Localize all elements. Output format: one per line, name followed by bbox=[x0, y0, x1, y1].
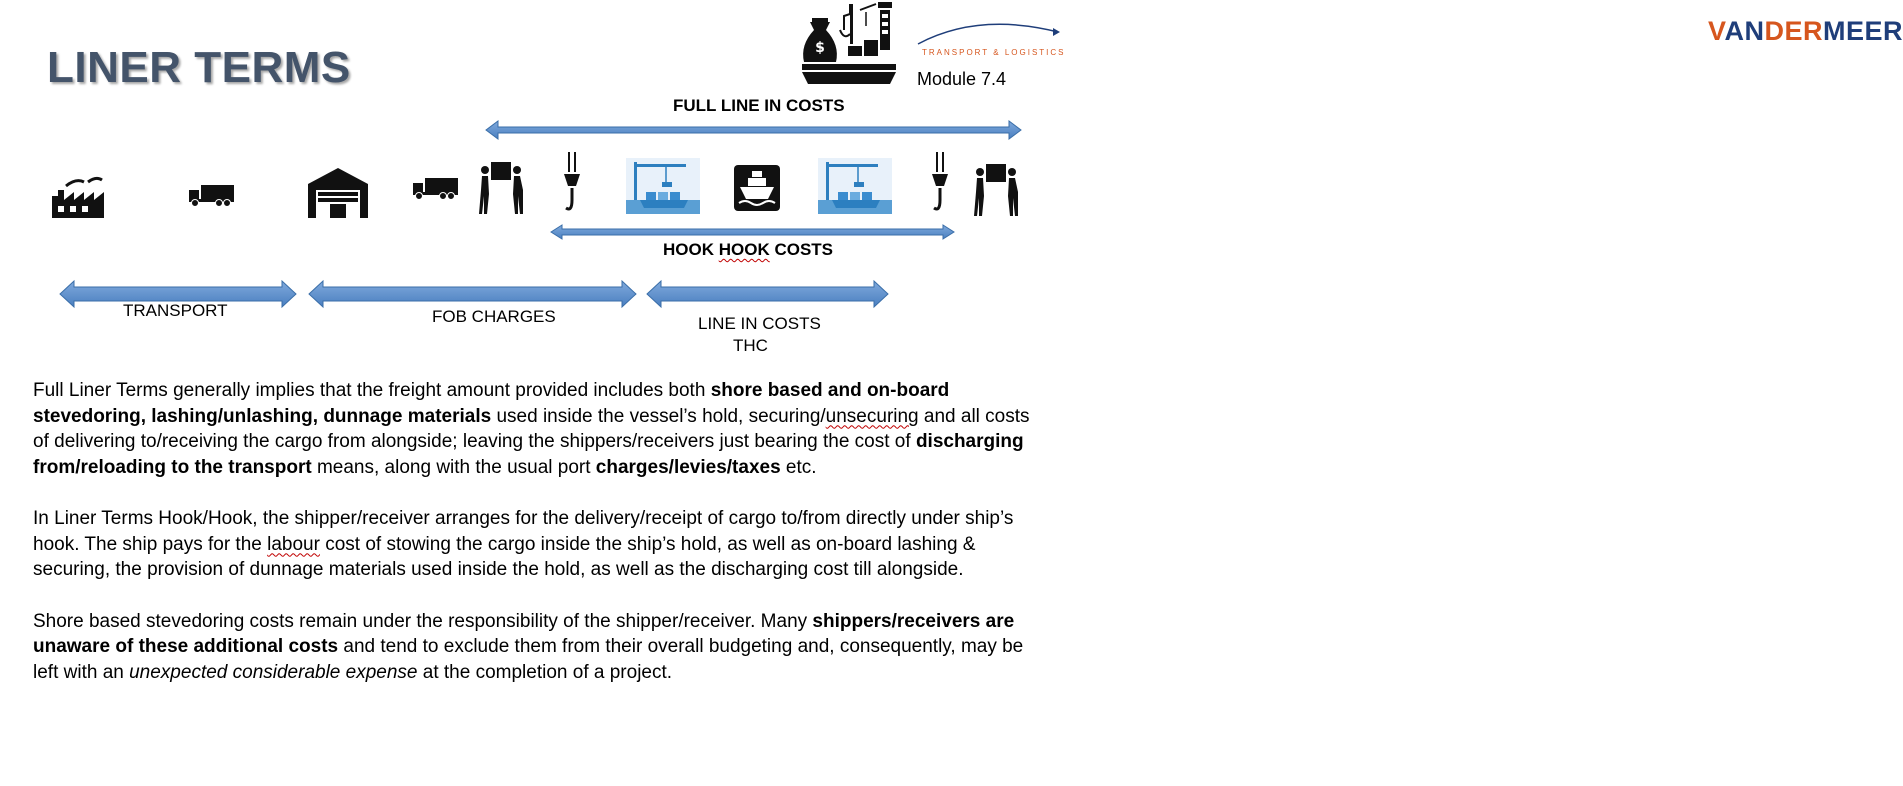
port-crane-image bbox=[626, 158, 700, 214]
stevedores-icon bbox=[479, 162, 523, 214]
p3-bold-b: shippers/receivers are unaware of these additional costs bbox=[33, 610, 1015, 657]
page-title: LINER TERMS bbox=[47, 43, 351, 92]
p2-text-a: In Liner Terms Hook/Hook, the shipper/receiver arranges for the delivery/receipt of cargo to/from directly under ship’s hook. The ship pays for the bbox=[33, 508, 1014, 555]
p3-text-e: at the completion of a project. bbox=[417, 661, 673, 683]
full-line-arrow bbox=[486, 121, 1021, 139]
stevedores-icon-2 bbox=[974, 164, 1018, 216]
line-in-arrow bbox=[647, 281, 888, 307]
truck-icon-2 bbox=[413, 178, 458, 200]
hook-word-1: HOOK bbox=[663, 240, 719, 259]
p3-text-c: and tend to exclude them from their overall budgeting and, consequently, may be left with an bbox=[33, 636, 1024, 683]
ship-icon bbox=[734, 165, 780, 211]
p1-text-e: and all costs of delivering to/receiving the cargo from alongside; leaving the shippers/receivers just bearing the cost of bbox=[33, 405, 1030, 452]
truck-icon bbox=[189, 185, 234, 207]
p1-bold-f: discharging from/reloading to the transport bbox=[33, 431, 1024, 478]
p3-italic-d: unexpected considerable expense bbox=[129, 661, 418, 683]
hook-word-2: HOOK bbox=[718, 240, 770, 259]
port-crane-image-2 bbox=[818, 158, 892, 214]
transport-label: TRANSPORT bbox=[123, 301, 228, 320]
crane-hook-icon-2 bbox=[932, 152, 948, 209]
brand-der: DER bbox=[1764, 16, 1824, 46]
p1-text-a: Full Liner Terms generally implies that the freight amount provided includes both bbox=[33, 380, 711, 401]
thc-label: THC bbox=[733, 336, 768, 355]
hook-hook-label bbox=[663, 240, 833, 260]
paragraph-shore-based bbox=[33, 609, 1043, 686]
paragraph-full-liner-terms bbox=[33, 378, 1043, 480]
factory-icon bbox=[52, 178, 104, 218]
p3-text-a: Shore based stevedoring costs remain under the responsibility of the shipper/receiver. Many bbox=[33, 610, 813, 632]
p1-bold-b: shore based and on-board stevedoring, lashing/unlashing, dunnage materials bbox=[33, 380, 950, 427]
module-number: Module 7.4 bbox=[917, 69, 1007, 89]
full-line-label: FULL LINE IN COSTS bbox=[673, 96, 845, 115]
brand-meer: MEER bbox=[1823, 16, 1903, 46]
line-in-label: LINE IN COSTS bbox=[698, 314, 821, 333]
costs-word: COSTS bbox=[769, 240, 834, 259]
svg-text:$: $ bbox=[815, 40, 825, 56]
brand-an: AN bbox=[1724, 16, 1765, 46]
p1-text-c: used inside the vessel’s hold, securing/ bbox=[491, 405, 826, 427]
fob-label: FOB CHARGES bbox=[432, 307, 556, 326]
body-text bbox=[33, 378, 1043, 711]
p2-text-c: cost of stowing the cargo inside the ship’s hold, as well as on-board lashing & securing, the provision of dunnage materials used inside the hold, as well as the discharging cost till alongside. bbox=[33, 533, 976, 580]
crane-hook-icon bbox=[564, 152, 580, 209]
hook-hook-arrow bbox=[551, 225, 954, 239]
p1-bold-h: charges/levies/taxes bbox=[595, 456, 781, 478]
p1-text-g: means, along with the usual port bbox=[311, 456, 596, 478]
p1-wavy-d: unsecuring bbox=[825, 405, 919, 427]
p1-text-i: etc. bbox=[780, 456, 817, 478]
brand-name bbox=[1708, 16, 1903, 47]
brand-tagline: TRANSPORT & LOGISTICS bbox=[922, 48, 1066, 57]
warehouse-icon bbox=[308, 168, 368, 218]
p2-wavy-b: labour bbox=[267, 533, 320, 555]
fob-arrow bbox=[309, 281, 636, 307]
paragraph-hook-hook bbox=[33, 506, 1043, 583]
brand-v: V bbox=[1708, 16, 1725, 46]
